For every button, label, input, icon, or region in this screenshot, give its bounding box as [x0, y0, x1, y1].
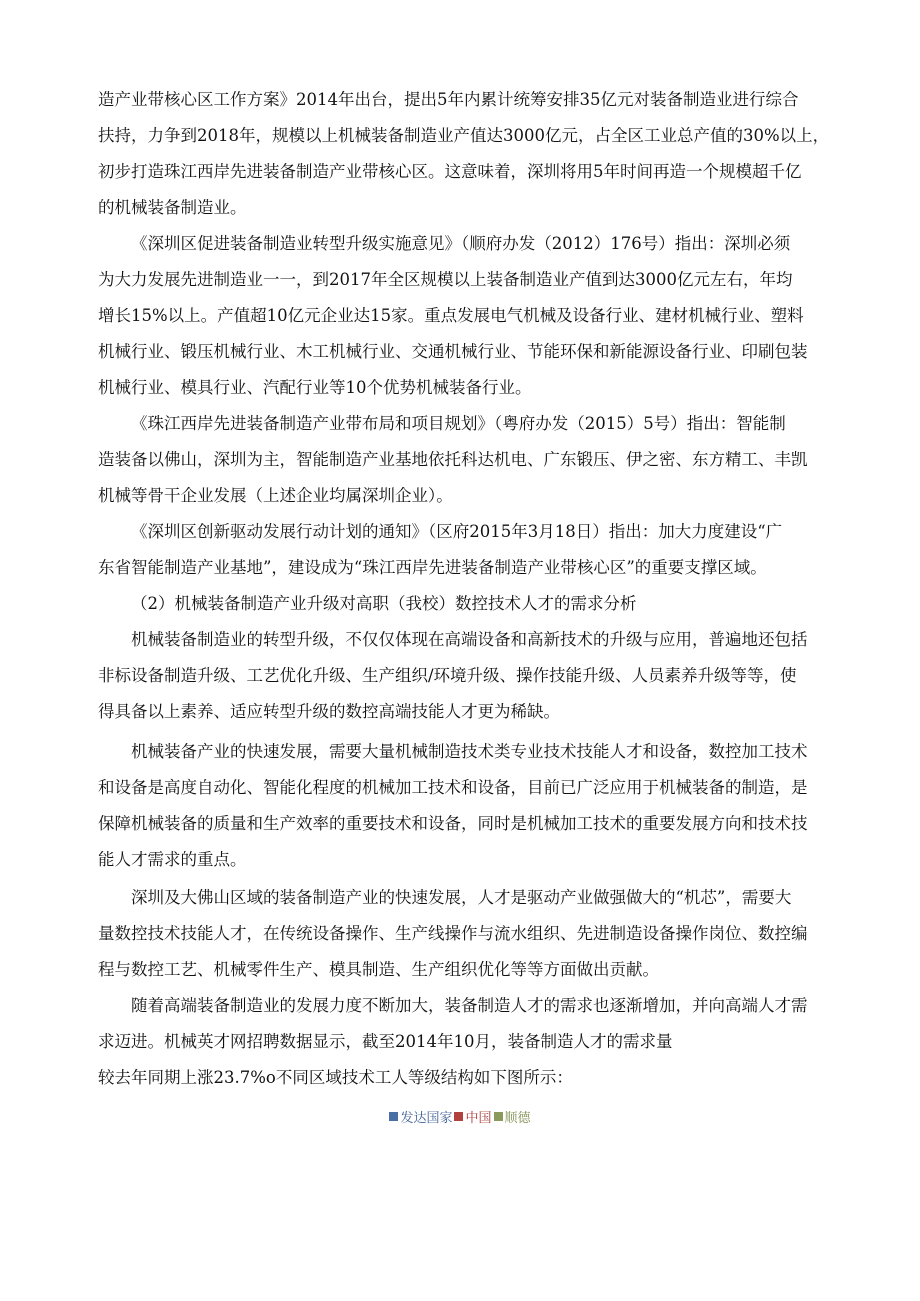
legend-item-developed	[389, 1107, 452, 1126]
text-line: 增长15%以上。产值超10亿元企业达15家。重点发展电气机械及设备行业、建材机械行业、塑料	[98, 306, 804, 325]
paragraph-cnc-tech	[98, 734, 838, 878]
legend-item-shunde	[494, 1107, 531, 1126]
text-line: 机械装备产业的快速发展，需要大量机械制造技术类专业技术技能人才和设备，数控加工技术	[131, 742, 808, 761]
paragraph-demand	[98, 988, 838, 1096]
text-line: 机械行业、锻压机械行业、木工机械行业、交通机械行业、节能环保和新能源设备行业、印刷包装	[98, 342, 808, 361]
text-line: 《深圳区促进装备制造业转型升级实施意见》（顺府办发（2012）176号）指出：深圳必须	[131, 234, 791, 253]
paragraph-pearl-river-plan	[98, 406, 838, 514]
text-line: 初步打造珠江西岸先进装备制造产业带核心区。这意味着，深圳将用5年时间再造一个规模超千亿	[98, 162, 802, 181]
text-line: 和设备是高度自动化、智能化程度的机械加工技术和设备，目前已广泛应用于机械装备的制造，是	[98, 778, 808, 797]
paragraph-work-plan	[98, 82, 838, 226]
legend-swatch	[389, 1112, 398, 1121]
text-line: 机械等骨干企业发展（上述企业均属深圳企业）。	[98, 486, 453, 505]
text-line: 的机械装备制造业。	[98, 198, 247, 217]
paragraph-innovation-plan	[98, 514, 838, 586]
text-line: 扶持，力争到2018年，规模以上机械装备制造业产值达3000亿元，占全区工业总产值的30%以上，	[98, 126, 830, 145]
text-line: 非标设备制造升级、工艺优化升级、生产组织/环境升级、操作技能升级、人员素养升级等等，使	[98, 666, 797, 685]
legend-label: 发达国家	[400, 1111, 453, 1126]
legend-swatch	[494, 1112, 503, 1121]
paragraph-talent	[98, 880, 838, 988]
text-line: 能人才需求的重点。	[98, 850, 247, 869]
text-line: 东省智能制造产业基地”，建设成为“珠江西岸先进装备制造产业带核心区”的重要支撑区域。	[98, 558, 767, 577]
legend-item-china	[454, 1107, 491, 1126]
text-line: 保障机械装备的质量和生产效率的重要技术和设备，同时是机械加工技术的重要发展方向和技术技	[98, 814, 808, 833]
text-line: 求迈进。机械英才网招聘数据显示，截至2014年10月，装备制造人才的需求量	[98, 1032, 673, 1051]
legend-label: 顺德	[504, 1111, 531, 1126]
text-line: 机械装备制造业的转型升级，不仅仅体现在高端设备和高新技术的升级与应用，普遍地还包括	[131, 630, 808, 649]
text-line: 机械行业、模具行业、汽配行业等10个优势机械装备行业。	[98, 378, 532, 397]
text-line: 《珠江西岸先进装备制造产业带布局和项目规划》（粤府办发（2015）5号）指出：智能制	[131, 414, 786, 433]
text-line: 量数控技术技能人才，在传统设备操作、生产线操作与流水组织、先进制造设备操作岗位、数控编	[98, 924, 808, 943]
text-line: 程与数控工艺、机械零件生产、模具制造、生产组织优化等等方面做出贡献。	[98, 960, 659, 979]
legend-label: 中国	[465, 1111, 492, 1126]
paragraph-upgrade	[98, 622, 838, 730]
text-line: 《深圳区创新驱动发展行动计划的通知》（区府2015年3月18日）指出：加大力度建设“广	[131, 522, 783, 541]
chart-legend	[0, 1107, 920, 1126]
legend-swatch	[454, 1112, 463, 1121]
section-heading	[98, 586, 838, 622]
heading-text: （2）机械装备制造产业升级对高职（我校）数控技术人才的需求分析	[131, 594, 637, 613]
text-line: 造产业带核心区工作方案》2014年出台，提出5年内累计统筹安排35亿元对装备制造业进行综合	[98, 90, 799, 109]
text-line: 为大力发展先进制造业一一，到2017年全区规模以上装备制造业产值到达3000亿元左右，年均	[98, 270, 793, 289]
text-line: 造装备以佛山，深圳为主，智能制造产业基地依托科达机电、广东锻压、伊之密、东方精工、丰凯	[98, 450, 808, 469]
text-line: 深圳及大佛山区域的装备制造产业的快速发展，人才是驱动产业做强做大的“机芯”，需要大	[131, 888, 792, 907]
text-line: 得具备以上素养、适应转型升级的数控高端技能人才更为稀缺。	[98, 702, 560, 721]
text-line: 较去年同期上涨23.7%o不同区域技术工人等级结构如下图所示：	[98, 1068, 573, 1087]
paragraph-transformation-opinion	[98, 226, 838, 406]
text-line: 随着高端装备制造业的发展力度不断加大，装备制造人才的需求也逐渐增加，并向高端人才需	[131, 996, 808, 1015]
